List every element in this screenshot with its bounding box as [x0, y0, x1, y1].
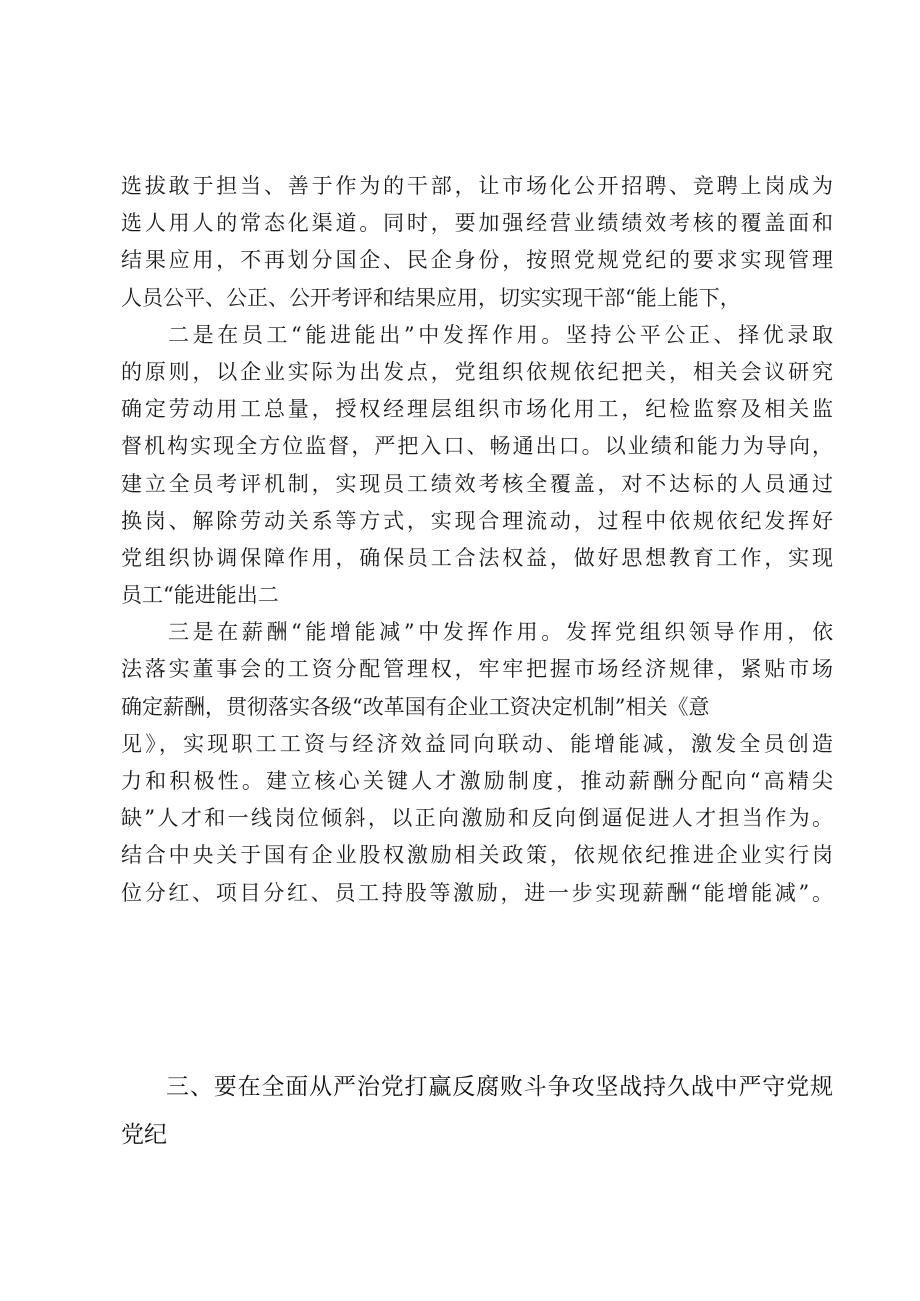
text-line: 法落实董事会的工资分配管理权，牢牢把握市场经济规律，紧贴市场 [121, 657, 833, 682]
text-line: 见》，实现职工工资与经济效益同向联动、能增能减，激发全员创造 [121, 731, 833, 756]
text-line: 选人用人的常态化渠道。同时，要加强经营业绩绩效考核的覆盖面和 [121, 211, 833, 236]
text-line: 人员公平、公正、公开考评和结果应用，切实实现干部“能上能下， [121, 285, 741, 310]
text-line: 确定薪酬，贯彻落实各级“改革国有企业工资决定机制”相关《意 [121, 694, 710, 719]
text-line: 二是在员工“能进能出”中发挥作用。坚持公平公正、择优录取 [168, 322, 833, 347]
text-line: 换岗、解除劳动关系等方式，实现合理流动，过程中依规依纪发挥好 [121, 508, 833, 533]
text-line: 的原则，以企业实际为出发点，党组织依规依纪把关，相关会议研究 [121, 359, 833, 384]
text-line: 缺”人才和一线岗位倾斜，以正向激励和反向倒逼促进人才担当作为。 [121, 806, 833, 831]
text-line: 确定劳动用工总量，授权经理层组织市场化用工，纪检监察及相关监 [121, 397, 833, 422]
text-line: 党组织协调保障作用，确保员工合法权益，做好思想教育工作，实现 [121, 545, 833, 570]
text-line: 结合中央关于国有企业股权激励相关政策，依规依纪推进企业实行岗 [121, 843, 833, 868]
section-heading [121, 1063, 833, 1159]
text-line: 结果应用，不再划分国企、民企身份，按照党规党纪的要求实现管理 [121, 248, 833, 273]
section-heading-line: 三、要在全面从严治党打赢反腐败斗争攻坚战持久战中严守党规 [166, 1074, 833, 1100]
paragraph-cadre-selection [121, 168, 833, 317]
paragraph-salary-adjustment [121, 614, 833, 912]
text-line: 建立全员考评机制，实现员工绩效考核全覆盖，对不达标的人员通过 [121, 471, 833, 496]
text-line: 三是在薪酬“能增能减”中发挥作用。发挥党组织领导作用，依 [168, 620, 833, 645]
document-body [121, 168, 833, 912]
paragraph-employee-entry-exit [121, 317, 833, 615]
section-heading-line: 党纪 [121, 1122, 167, 1148]
text-line: 力和积极性。建立核心关键人才激励制度，推动薪酬分配向“高精尖 [121, 769, 833, 793]
text-line: 选拔敢于担当、善于作为的干部，让市场化公开招聘、竞聘上岗成为 [121, 174, 833, 198]
text-line: 督机构实现全方位监督，严把入口、畅通出口。以业绩和能力为导向， [121, 434, 833, 459]
text-line: 员工“能进能出二 [121, 583, 279, 608]
text-line: 位分红、项目分红、员工持股等激励，进一步实现薪酬“能增能减”。 [121, 880, 833, 905]
